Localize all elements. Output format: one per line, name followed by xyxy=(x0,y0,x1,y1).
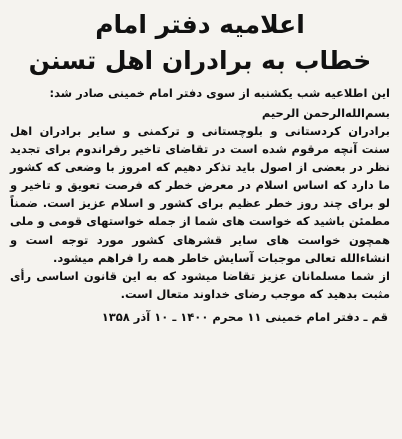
announcement-intro: این اطلاعیه شب یکشنبه از سوی دفتر امام خمینی صادر شد: xyxy=(49,86,390,100)
body-paragraph-1: برادران کردستانی و بلوچستانی و ترکمنی و سایر برادران اهل سنت آنچه مرقوم شده است در تقاضای تاخیر رفراندوم برای تجدید نظر در بعضی از اصول باید تذکر دهیم که امروز با وضعی که کشور ما دارد که اساس اسلام در معرض خطر که فرصت تعویق و تاخیر و لو برای چند روز خطر عظیم برای کشور و اسلام عزیز است. ضمناً مطمئن باشید که خواست های شما از جمله خواستهای قومی و ملی همچون خواست های سایر قشرهای کشور مورد توجه است و انشاءالله تعالی موجبات آسایش خاطر همه را فراهم میشود. xyxy=(10,124,390,265)
announcement-title: اعلامیه دفتر امام xyxy=(95,10,305,39)
basmala-line: بسم‌الله‌الرحمن الرحیم xyxy=(261,106,390,120)
body-paragraph-2: از شما مسلمانان عزیز تقاضا میشود که به این قانون اساسی رأی مثبت بدهید که موجب رضای خداوند متعال است. xyxy=(10,268,390,301)
signature-line: قم ـ دفتر امام خمینی ۱۱ محرم ۱۴۰۰ ـ ۱۰ آذر ۱۳۵۸ xyxy=(101,309,388,324)
announcement-subtitle: خطاب به برادران اهل تسنن xyxy=(28,46,372,75)
